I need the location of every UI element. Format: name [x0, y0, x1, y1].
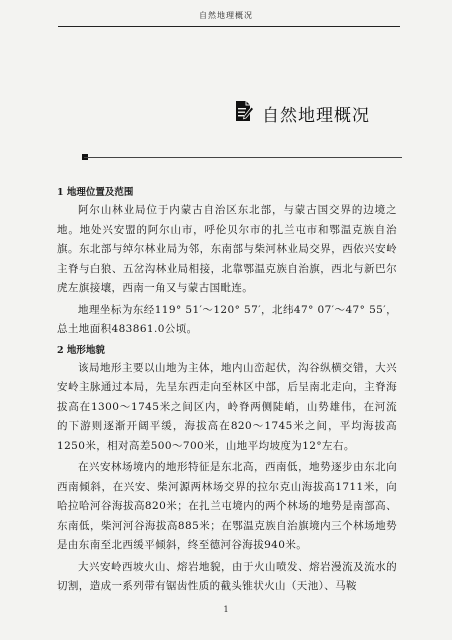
section-heading-location: 1 地理位置及范围 [57, 187, 134, 198]
chapter-rule [84, 157, 402, 158]
paragraph-location-2: 地理坐标为东经119° 51′～120° 57′，北纬47° 07′～47° 55′，总土地面积483861.0公顷。 [57, 303, 397, 335]
section-heading-terrain: 2 地形地貌 [57, 344, 105, 356]
paragraph-terrain-1: 该局地形主要以山地为主体，地内山峦起伏，沟谷纵横交错，大兴安岭主脉通过本局，先呈东西走向至林区中部，后呈南北走向，主脊海拔高在1300～1745米之间区内，岭脊两侧陡峭，山势雄伟，在河流的下游则逐渐开阔平缓，海拔高在820～1745米之间，平均海拔高1250米，相对高差500～700米，山地平均坡度为12°左右。 [57, 361, 397, 452]
pencil-document-icon [234, 100, 254, 122]
header-rule [58, 26, 400, 27]
running-head: 自然地理概况 [199, 11, 253, 20]
page-number: 1 [223, 605, 229, 614]
chapter-title: 自然地理概况 [262, 106, 370, 126]
paragraph-location-1: 阿尔山林业局位于内蒙古自治区东北部，与蒙古国交界的边境之地。地处兴安盟的阿尔山市，呼伦贝尔市的扎兰屯市和鄂温克族自治旗。东北部与绰尔林业局为邻，东南部与柴河林业局交界，西依兴安岭主脊与白狼、五岔沟林业局相接，北靠鄂温克族自治旗，西北与新巴尔虎左旗接壤，西南一角又与蒙古国毗连。 [57, 204, 397, 294]
body-text [57, 184, 397, 599]
paragraph-terrain-2: 在兴安林场境内的地形特征是东北高，西南低，地势逐步由东北向西南倾斜，在兴安、柴河源两林场交界的拉尔克山海拔高1711米，向哈拉哈河谷海拔高820米；在扎兰屯境内的两个林场的地势是南部高、东南低，柴河河谷海拔高885米；在鄂温克族自治旗境内三个林场地势是由东南至北西缓平倾斜，终至德河谷海拔940米。 [57, 461, 397, 551]
paragraph-terrain-3: 大兴安岭西坡火山、熔岩地貌，由于火山喷发、熔岩漫流及流水的切割，造成一系列带有锯齿性质的截头锥状火山（天池）、马鞍 [57, 560, 397, 592]
